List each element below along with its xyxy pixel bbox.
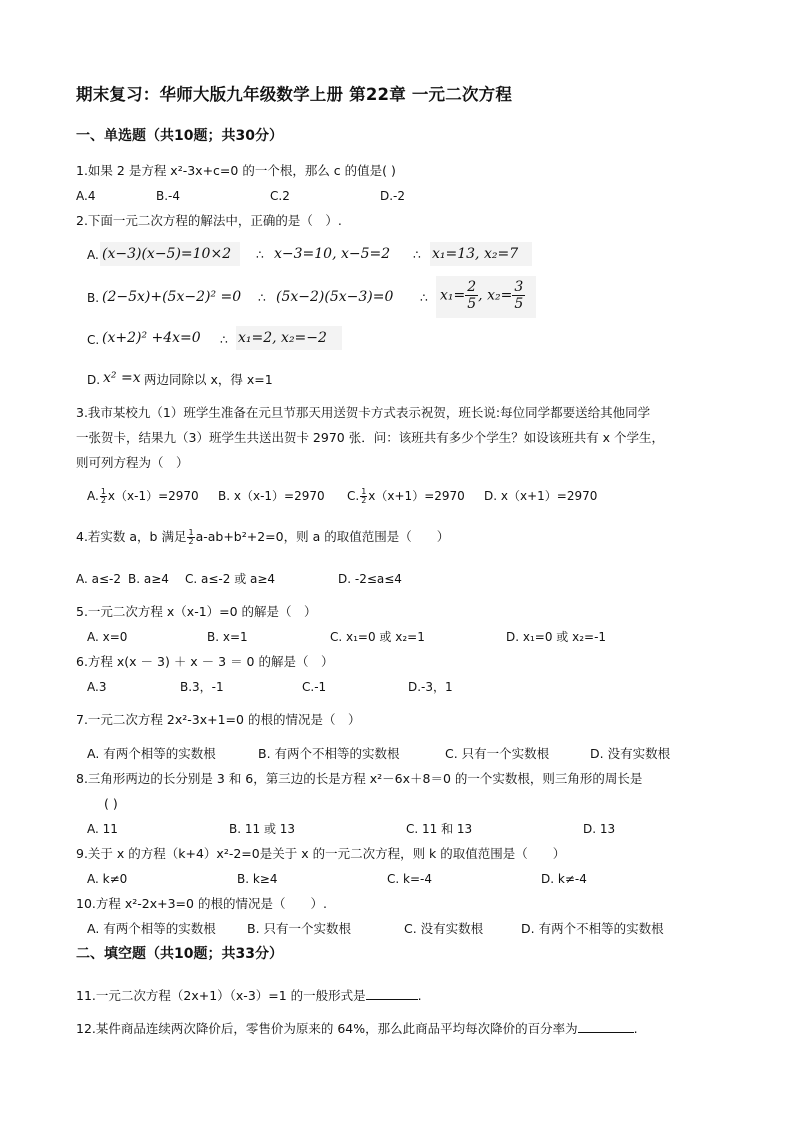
- question-10-option-a: A. 有两个相等的实数根: [87, 921, 216, 936]
- question-2-option-d-label: D.: [87, 373, 101, 387]
- question-2-option-a-label: A.: [87, 248, 99, 262]
- question-7-option-a: A. 有两个相等的实数根: [87, 746, 216, 761]
- question-2-b-fraction-2: [512, 279, 525, 312]
- question-7-option-d: D. 没有实数根: [590, 746, 671, 761]
- question-11-text: 11.一元二次方程（2x+1）（x-3）=1 的一般形式是: [76, 988, 366, 1003]
- question-7-option-c: C. 只有一个实数根: [445, 746, 550, 761]
- half-fraction: [187, 529, 194, 546]
- question-3-line-2: 一张贺卡，结果九（3）班学生共送出贺卡 2970 张．问：该班共有多少个学生？如设该班共有 x 个学生，: [76, 430, 665, 445]
- question-2-b-therefore-2: ∴: [420, 290, 428, 305]
- question-8-option-c: C. 11 和 13: [406, 822, 473, 836]
- question-1-stem: 1.如果 2 是方程 x²-3x+c=0 的一个根，那么 c 的值是( ): [76, 163, 396, 178]
- numerator: 3: [514, 279, 524, 295]
- denominator: 5: [514, 296, 524, 312]
- question-2-c-result: x₁=2, x₂=−2: [238, 330, 327, 346]
- question-3-option-a: [87, 488, 199, 505]
- question-11-answer-blank[interactable]: [366, 987, 418, 1000]
- question-9-option-b: B. k≥4: [237, 872, 278, 886]
- question-10-stem: 10.方程 x²-2x+3=0 的根的情况是（ ）.: [76, 896, 327, 911]
- question-8-option-b: B. 11 或 13: [229, 822, 296, 836]
- question-11-period: .: [417, 988, 422, 1003]
- question-5-option-d: D. x₁=0 或 x₂=-1: [506, 630, 607, 644]
- numerator: 2: [467, 279, 477, 295]
- question-2-b-equation: (2−5x)+(5x−2)² =0: [102, 289, 242, 305]
- question-10-option-b: B. 只有一个实数根: [247, 921, 352, 936]
- question-6-option-c: C.-1: [302, 680, 327, 694]
- denominator: 5: [467, 296, 477, 312]
- question-4-option-b: B. a≥4: [128, 572, 169, 586]
- question-5-stem: 5.一元二次方程 x（x-1）=0 的解是（ ）: [76, 604, 317, 619]
- section-fill-blank-heading: 二、填空题（共10题；共33分）: [76, 946, 283, 962]
- question-1-option-b: B.-4: [156, 189, 181, 203]
- question-2-b-step: (5x−2)(5x−3)=0: [276, 289, 394, 305]
- question-6-option-d: D.-3，1: [408, 680, 453, 694]
- question-7-stem: 7.一元二次方程 2x²-3x+1=0 的根的情况是（ ）: [76, 712, 361, 727]
- numerator: 1: [100, 487, 106, 496]
- half-fraction: [360, 488, 367, 505]
- question-9-option-c: C. k=-4: [387, 872, 432, 886]
- option-text: x（x-1）=2970: [107, 489, 199, 503]
- question-12-text: 12.某件商品连续两次降价后，零售价为原来的 64%，那么此商品平均每次降价的百分率为: [76, 1021, 578, 1036]
- stem-text: 4.若实数 a，b 满足: [76, 529, 187, 544]
- section-single-choice-heading: 一、单选题（共10题；共30分）: [76, 128, 283, 144]
- question-4-option-a: A. a≤-2: [76, 572, 121, 586]
- question-2-d-text: 两边同除以 x，得 x=1: [144, 372, 273, 387]
- question-2-d-equation: x² =x: [103, 370, 141, 386]
- question-11: [76, 987, 422, 1004]
- question-2-c-equation: (x+2)² +4x=0: [102, 330, 201, 346]
- denominator: 2: [361, 496, 367, 505]
- question-2-c-therefore: ∴: [220, 332, 228, 347]
- question-12: [76, 1020, 638, 1037]
- question-8-option-d: D. 13: [583, 822, 616, 836]
- half-fraction: [100, 488, 107, 505]
- question-3-option-b: B. x（x-1）=2970: [218, 489, 325, 503]
- question-5-option-b: B. x=1: [207, 630, 248, 644]
- question-2-b-x2-label: x₂=: [487, 287, 513, 304]
- question-6-stem: 6.方程 x(x － 3) ＋ x － 3 ＝ 0 的解是（ ）: [76, 654, 334, 669]
- question-10-option-c: C. 没有实数根: [404, 921, 484, 936]
- question-2-b-fraction-1: [465, 279, 478, 312]
- question-1-option-d: D.-2: [380, 189, 406, 203]
- document-title: 期末复习：华师大版九年级数学上册 第22章 一元二次方程: [76, 85, 513, 104]
- question-8-option-a: A. 11: [87, 822, 118, 836]
- question-8-line-2: ( ): [104, 796, 118, 811]
- question-5-option-a: A. x=0: [87, 630, 128, 644]
- question-9-stem: 9.关于 x 的方程（k+4）x²-2=0是关于 x 的一元二次方程，则 k 的取值范围是（ ）: [76, 846, 566, 861]
- question-2-a-equation: (x−3)(x−5)=10×2: [102, 246, 232, 262]
- denominator: 2: [188, 537, 194, 546]
- question-2-b-therefore-1: ∴: [258, 290, 266, 305]
- question-7-option-b: B. 有两个不相等的实数根: [258, 746, 400, 761]
- question-6-option-b: B.3，-1: [180, 680, 224, 694]
- question-3-line-3: 则可列方程为（ ）: [76, 455, 189, 470]
- question-2-a-step: x−3=10, x−5=2: [274, 246, 391, 262]
- question-3-line-1: 3.我市某校九（1）班学生准备在元旦节那天用送贺卡方式表示祝贺，班长说:每位同学都要送给其他同学: [76, 405, 651, 420]
- question-12-period: .: [633, 1021, 638, 1036]
- question-2-b-x1-label: x₁=: [440, 287, 466, 304]
- question-1-option-c: C.2: [270, 189, 290, 203]
- question-6-option-a: A.3: [87, 680, 107, 694]
- option-label: A.: [87, 489, 99, 503]
- question-9-option-a: A. k≠0: [87, 872, 128, 886]
- question-8-line-1: 8.三角形两边的长分别是 3 和 6，第三边的长是方程 x²－6x＋8＝0 的一个实数根，则三角形的周长是: [76, 771, 643, 786]
- question-3-option-c: [347, 488, 465, 505]
- option-label: C.: [347, 489, 360, 503]
- question-2-option-b-label: B.: [87, 291, 100, 305]
- question-2-option-c-label: C.: [87, 333, 100, 347]
- question-2-b-result: x₁= $\frac{2}{5}$ , x₂= $\frac{3}{5}$: [440, 279, 524, 312]
- stem-text: a-ab+b²+2=0，则 a 的取值范围是（ ）: [195, 529, 450, 544]
- option-text: x（x+1）=2970: [368, 489, 465, 503]
- question-2-stem: 2.下面一元二次方程的解法中，正确的是（ ）.: [76, 213, 342, 228]
- question-10-option-d: D. 有两个不相等的实数根: [521, 921, 664, 936]
- question-5-option-c: C. x₁=0 或 x₂=1: [330, 630, 425, 644]
- denominator: 2: [100, 496, 106, 505]
- question-2-a-result: x₁=13, x₂=7: [432, 246, 519, 262]
- question-3-option-d: D. x（x+1）=2970: [484, 489, 598, 503]
- question-12-answer-blank[interactable]: [578, 1020, 634, 1033]
- question-1-option-a: A.4: [76, 189, 96, 203]
- question-2-a-therefore-1: ∴: [256, 247, 264, 262]
- numerator: 1: [188, 528, 194, 537]
- question-9-option-d: D. k≠-4: [541, 872, 587, 886]
- question-4-option-c: C. a≤-2 或 a≥4: [185, 572, 276, 586]
- question-2-a-therefore-2: ∴: [413, 247, 421, 262]
- question-4-option-d: D. -2≤a≤4: [338, 572, 402, 586]
- numerator: 1: [361, 487, 367, 496]
- question-4-stem: [76, 529, 449, 546]
